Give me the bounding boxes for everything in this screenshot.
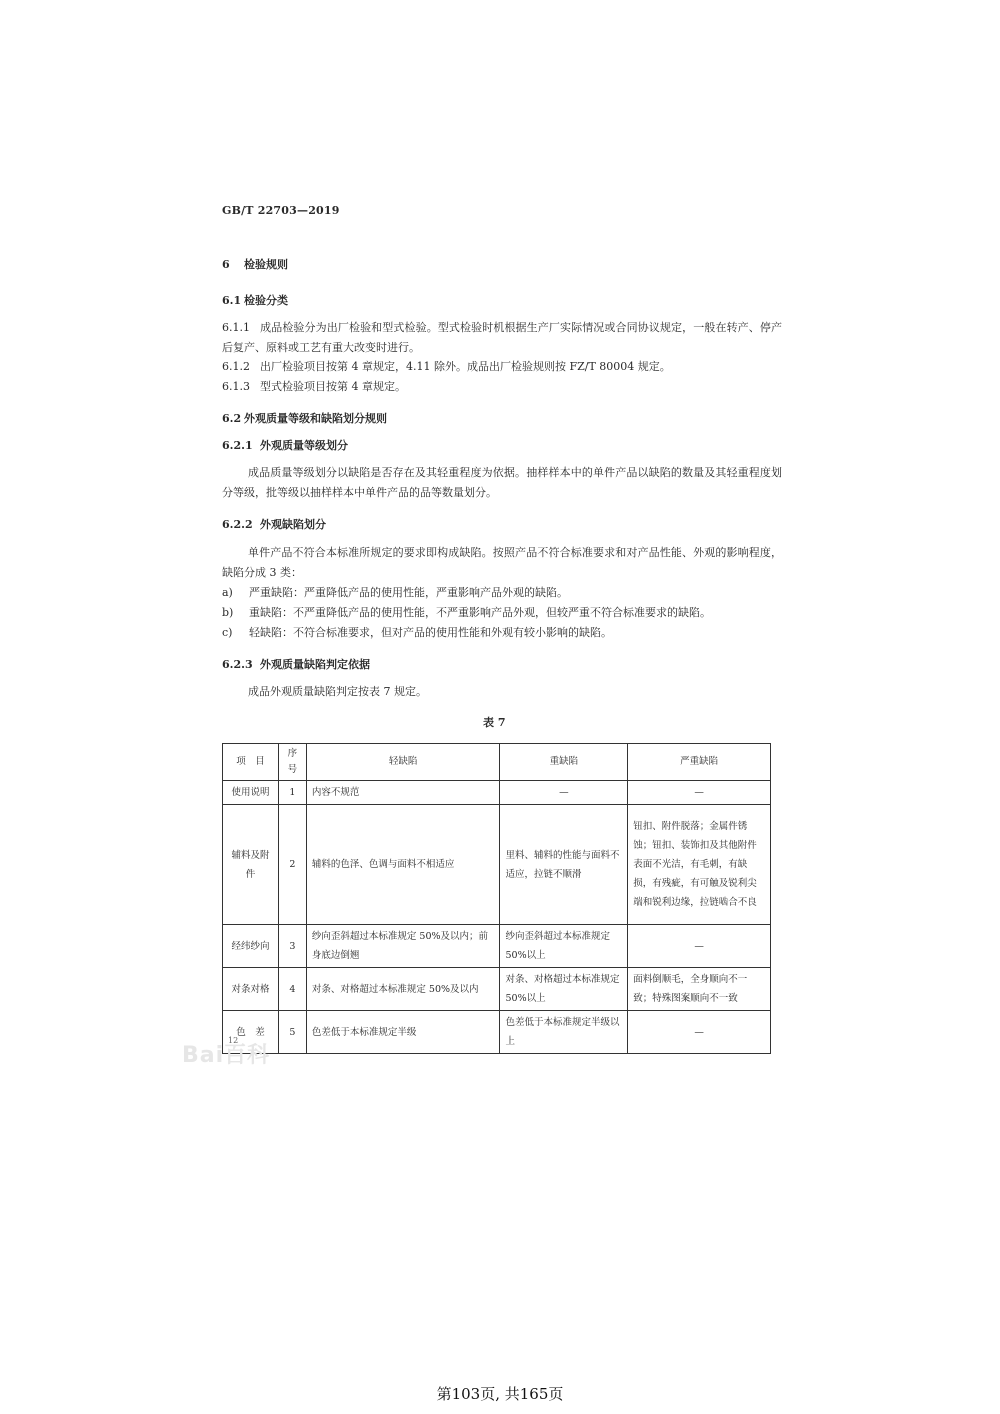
- section-6-2-2-heading: [222, 516, 326, 532]
- clause-text: 出厂检验项目按第 4 章规定，4.11 除外。成品出厂检验规则按 FZ/T 80004 规定。: [260, 360, 671, 373]
- clause-6-1-1: [222, 318, 782, 358]
- section-title: 外观质量等级和缺陷划分规则: [244, 412, 387, 425]
- major-defect-cell: 对条、对格超过本标准规定 50%以上: [500, 968, 628, 1011]
- clause-number: 6.1.1: [222, 321, 250, 334]
- major-defect-cell: 里料、辅料的性能与面料不适应，拉链不顺滑: [500, 805, 628, 925]
- number-cell: 4: [278, 968, 306, 1011]
- clause-text: 型式检验项目按第 4 章规定。: [260, 380, 406, 393]
- item-label: a): [222, 586, 233, 599]
- clause-6-2-3-text: 成品外观质量缺陷判定按表 7 规定。: [248, 685, 427, 698]
- item-cell: 经纬纱向: [223, 925, 279, 968]
- minor-defect-cell: 内容不规范: [306, 781, 500, 805]
- section-number: 6.2.1: [222, 439, 253, 452]
- section-number: 6: [222, 258, 230, 271]
- section-title: 外观质量等级划分: [260, 439, 348, 452]
- number-cell: 1: [278, 781, 306, 805]
- critical-defect-cell: —: [628, 925, 771, 968]
- section-title: 外观缺陷划分: [260, 518, 326, 531]
- section-title: 检验分类: [244, 294, 288, 307]
- major-defect-cell: —: [500, 781, 628, 805]
- defect-class-item: [222, 603, 711, 623]
- column-header: 轻缺陷: [306, 744, 500, 781]
- baike-watermark: Bai百科: [182, 1043, 271, 1068]
- column-header: 重缺陷: [500, 744, 628, 781]
- clause-text: 成品检验分为出厂检验和型式检验。型式检验时机根据生产厂实际情况或合同协议规定，一般在转产、停产后复产、原料或工艺有重大改变时进行。: [222, 321, 782, 354]
- defect-class-item: [222, 623, 612, 643]
- critical-defect-cell: 钮扣、附件脱落；金属件锈蚀；钮扣、装饰扣及其他附件表面不光洁，有毛刺，有缺损，有残疵，有可触及锐利尖端和锐利边缘，拉链啮合不良: [628, 805, 771, 925]
- critical-defect-cell: 面料倒顺毛，全身顺向不一致；特殊图案顺向不一致: [628, 968, 771, 1011]
- item-text: 轻缺陷：不符合标准要求，但对产品的使用性能和外观有较小影响的缺陷。: [249, 626, 612, 639]
- page-number: 12: [228, 1036, 239, 1045]
- section-6-2-heading: [222, 410, 387, 426]
- major-defect-cell: 色差低于本标准规定半级以上: [500, 1011, 628, 1054]
- item-cell: 色 差: [223, 1011, 279, 1054]
- defect-table: [222, 743, 771, 1054]
- minor-defect-cell: 对条、对格超过本标准规定 50%及以内: [306, 968, 500, 1011]
- item-label: c): [222, 626, 233, 639]
- section-6-2-3-heading: [222, 656, 370, 672]
- section-6-2-1-heading: [222, 437, 348, 453]
- defect-class-item: [222, 583, 568, 603]
- table-caption: 表 7: [483, 716, 506, 729]
- page-footer: 第103页, 共165页: [436, 1385, 564, 1403]
- column-header: 项 目: [223, 744, 279, 781]
- clause-number: 6.1.2: [222, 360, 250, 373]
- clause-6-1-3: [222, 377, 782, 397]
- table-row: [223, 805, 771, 925]
- standard-code: GB/T 22703—2019: [222, 204, 340, 217]
- section-number: 6.2: [222, 412, 242, 425]
- critical-defect-cell: —: [628, 781, 771, 805]
- clause-6-2-2-text: 单件产品不符合本标准所规定的要求即构成缺陷。按照产品不符合标准要求和对产品性能、外观的影响程度，缺陷分成 3 类：: [222, 546, 782, 579]
- item-cell: 使用说明: [223, 781, 279, 805]
- table-row: [223, 925, 771, 968]
- column-header: 序号: [278, 744, 306, 781]
- major-defect-cell: 纱向歪斜超过本标准规定 50%以上: [500, 925, 628, 968]
- section-6-heading: [222, 256, 288, 272]
- critical-defect-cell: —: [628, 1011, 771, 1054]
- item-label: b): [222, 606, 234, 619]
- table-row: [223, 968, 771, 1011]
- section-title: 外观质量缺陷判定依据: [260, 658, 370, 671]
- clause-6-2-1-text: 成品质量等级划分以缺陷是否存在及其轻重程度为依据。抽样样本中的单件产品以缺陷的数量及其轻重程度划分等级，批等级以抽样样本中单件产品的品等数量划分。: [222, 466, 782, 499]
- section-title: 检验规则: [244, 258, 288, 271]
- section-number: 6.2.3: [222, 658, 253, 671]
- table-header-row: [223, 744, 771, 781]
- column-header: 严重缺陷: [628, 744, 771, 781]
- number-cell: 5: [278, 1011, 306, 1054]
- section-6-1-heading: [222, 292, 288, 308]
- section-number: 6.1: [222, 294, 242, 307]
- minor-defect-cell: 辅料的色泽、色调与面料不相适应: [306, 805, 500, 925]
- clause-6-1-2: [222, 357, 782, 377]
- number-cell: 2: [278, 805, 306, 925]
- number-cell: 3: [278, 925, 306, 968]
- table-row: [223, 781, 771, 805]
- item-cell: 辅料及附件: [223, 805, 279, 925]
- item-text: 重缺陷：不严重降低产品的使用性能，不严重影响产品外观，但较严重不符合标准要求的缺陷。: [249, 606, 711, 619]
- minor-defect-cell: 纱向歪斜超过本标准规定 50%及以内；前身底边倒翘: [306, 925, 500, 968]
- table-row: [223, 1011, 771, 1054]
- clause-number: 6.1.3: [222, 380, 250, 393]
- item-cell: 对条对格: [223, 968, 279, 1011]
- minor-defect-cell: 色差低于本标准规定半级: [306, 1011, 500, 1054]
- item-text: 严重缺陷：严重降低产品的使用性能，严重影响产品外观的缺陷。: [249, 586, 568, 599]
- section-number: 6.2.2: [222, 518, 253, 531]
